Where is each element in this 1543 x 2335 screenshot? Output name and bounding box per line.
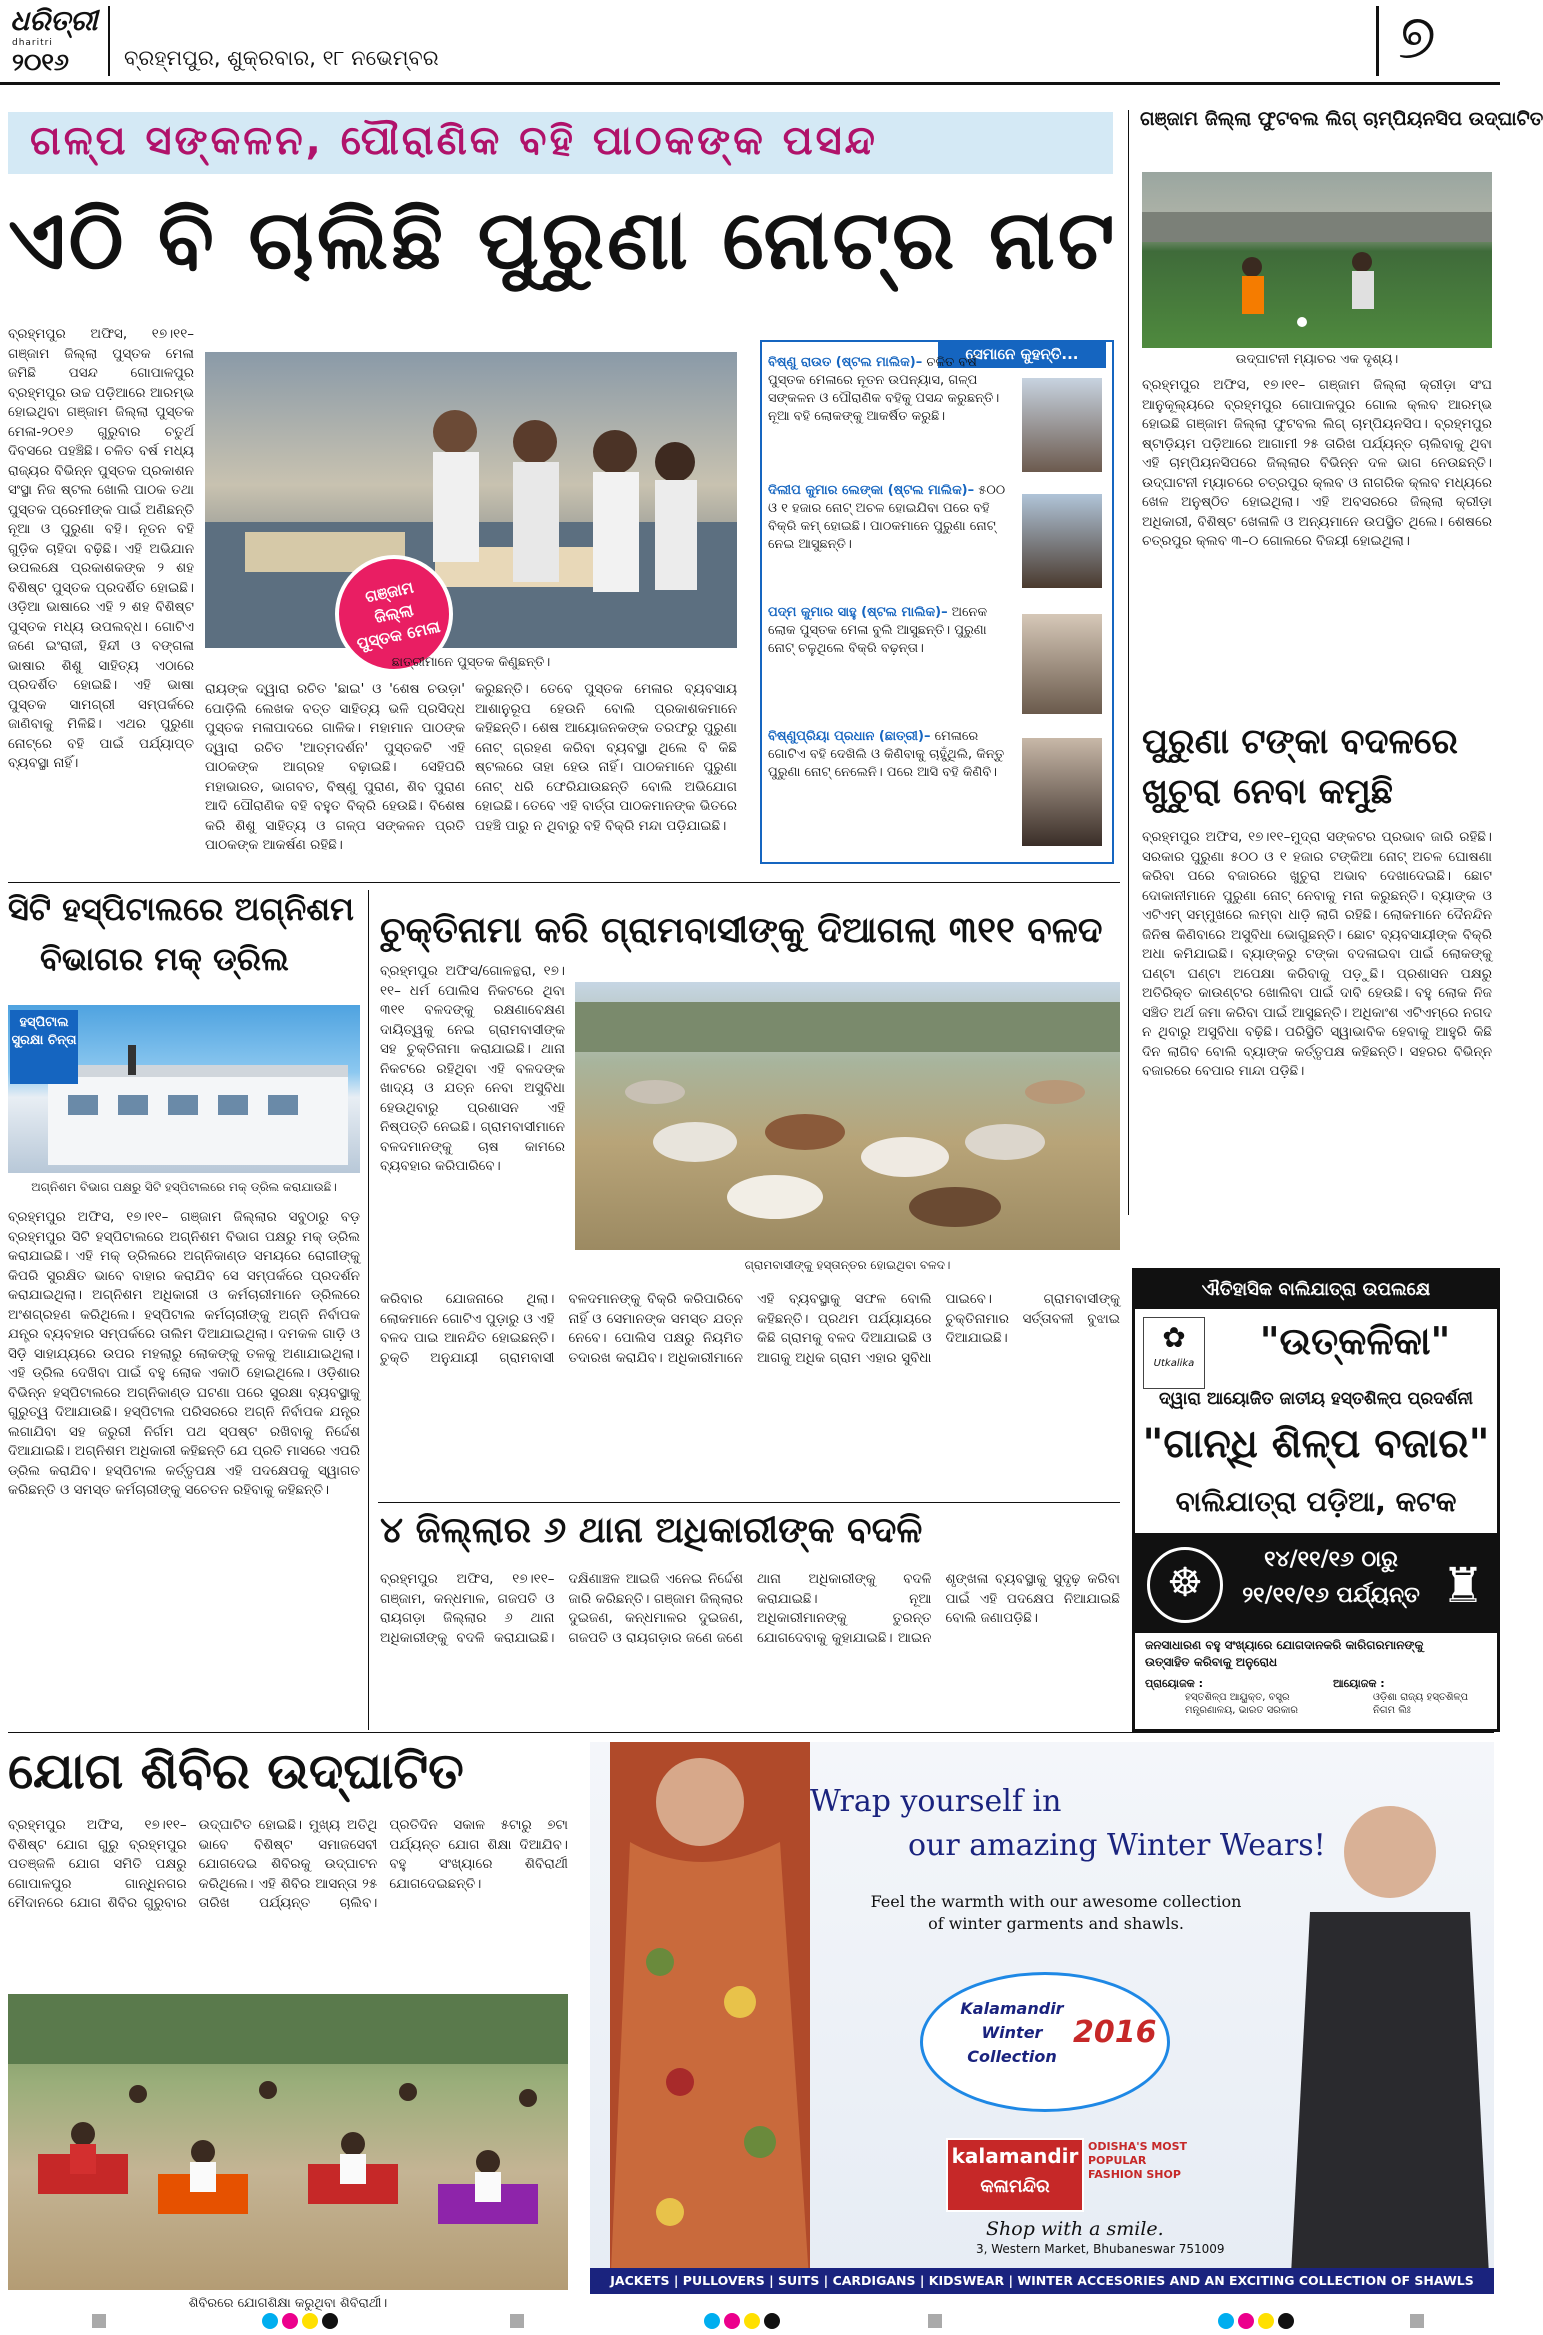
registration-dot-yellow <box>1258 2313 1274 2329</box>
firedrill-body: ବ୍ରହ୍ମପୁର ଅଫିସ, ୧୭।୧୧– ଗଞ୍ଜାମ ଜିଲ୍ଲାର ସବୁଠାରୁ ବଡ଼ ବ୍ରହ୍ମପୁର ସିଟି ହସ୍ପିଟାଲରେ ଅଗ୍ନିଶମ ବିଭାଗ ପକ୍ଷରୁ ମକ୍ ଡ୍ରିଲ କରାଯାଇଛି। ଏହି ମକ୍ ଡ୍ରିଲରେ ଅଗ୍ନିକାଣ୍ଡ ସମୟରେ ରୋଗୀଙ୍କୁ କିପରି ସୁରକ୍ଷିତ ଭାବେ ବାହାର କରାଯିବ ସେ ସମ୍ପର୍କରେ ପ୍ରଦର୍ଶନ କରାଯାଇଥିଲା। ଅଗ୍ନିଶମ ଅଧିକାରୀ ଓ କର୍ମଚାରୀମାନେ ଡ୍ରିଲରେ ଅଂଶଗ୍ରହଣ କରିଥିଲେ। ହସ୍ପିଟାଲ କର୍ମଚାରୀଙ୍କୁ ଅଗ୍ନି ନିର୍ବାପକ ଯନ୍ତ୍ର ବ୍ୟବହାର ସମ୍ପର୍କରେ ତାଲିମ ଦିଆଯାଇଥିଲା। ଦମକଳ ଗାଡ଼ି ଓ ସିଡ଼ି ସାହାଯ୍ୟରେ ଉପର ମହଲାରୁ ଲୋକଙ୍କୁ ତଳକୁ ଅଣାଯାଇଥିଲା। ଏହି ଡ୍ରିଲ ଦେଖିବା ପାଇଁ ବହୁ ଲୋକ ଏକାଠି ହୋଇଥିଲେ। ଓଡ଼ିଶାର ବିଭିନ୍ନ ହସ୍ପିଟାଲରେ ଅଗ୍ନିକାଣ୍ଡ ଘଟଣା ପରେ ସୁରକ୍ଷା ବ୍ୟବସ୍ଥାକୁ ଗୁରୁତ୍ୱ ଦିଆଯାଉଛି। ହସ୍ପିଟାଲ ପରିସରରେ ଅଗ୍ନି ନିର୍ବାପକ ଯନ୍ତ୍ର ଲଗାଯିବା ସହ ଜରୁରୀ ନିର୍ଗମ ପଥ ସ୍ପଷ୍ଟ ରଖିବାକୁ ନିର୍ଦ୍ଦେଶ ଦିଆଯାଇଛି। ଅଗ୍ନିଶମ ଅଧିକାରୀ କହିଛନ୍ତି ଯେ ପ୍ରତି ମାସରେ ଏପରି ଡ୍ରିଲ କରାଯିବ। ହସ୍ପିଟାଲ କର୍ତ୍ତୃପକ୍ଷ ଏହି ପଦକ୍ଷେପକୁ ସ୍ୱାଗତ କରିଛନ୍ତି ଓ ସମସ୍ତ କର୍ମଚାରୀଙ୍କୁ ସଚେତନ ରହିବାକୁ କହିଛନ୍ତି। <box>8 1209 360 1498</box>
vox-item <box>768 482 1016 592</box>
utkalika-venue: ବାଲିଯାତ୍ରା ପଡ଼ିଆ, କଟକ <box>1175 1485 1457 1518</box>
kalamandir-headline-1: Wrap yourself in <box>810 1784 1062 1819</box>
registration-dot-magenta <box>1238 2313 1254 2329</box>
utkalika-sponsor-label: ପ୍ରାୟୋଜକ : <box>1145 1677 1204 1690</box>
vox-name: ବିଷ୍ଣୁପ୍ରିୟା ପ୍ରଧାନ (ଛାତ୍ରୀ)– <box>768 729 931 744</box>
gray-block <box>510 2314 524 2328</box>
registration-dot-cyan <box>262 2313 278 2329</box>
cattle-photo <box>575 982 1120 1250</box>
kalamandir-logo-en: kalamandir <box>951 2144 1079 2168</box>
registration-dot-yellow <box>302 2313 318 2329</box>
hospital-badge-text: ହସ୍ପିଟାଲ ସୁରକ୍ଷା ଚିନ୍ତା <box>11 1015 77 1048</box>
kalamandir-sub-1: Feel the warmth with our awesome collection <box>870 1892 1242 1911</box>
coins-body: ବ୍ରହ୍ମପୁର ଅଫିସ, ୧୭।୧୧–ମୁଦ୍ରା ସଙ୍କଟର ପ୍ରଭାବ ଜାରି ରହିଛି। ସରକାର ପୁରୁଣା ୫୦୦ ଓ ୧ ହଜାର ଟଙ୍କିଆ ନୋଟ୍ ଅଚଳ ଘୋଷଣା କରିବା ପରେ ବଜାରରେ ଖୁଚୁରା ଅଭାବ ଦେଖାଦେଇଛି। ଛୋଟ ଦୋକାନୀମାନେ ପୁରୁଣା ନୋଟ୍ ନେବାକୁ ମନା କରୁଛନ୍ତି। ବ୍ୟାଙ୍କ ଓ ଏଟିଏମ୍ ସମ୍ମୁଖରେ ଲମ୍ବା ଧାଡ଼ି ଲାଗି ରହିଛି। ଲୋକମାନେ ଦୈନନ୍ଦିନ ଜିନିଷ କିଣିବାରେ ଅସୁବିଧା ଭୋଗୁଛନ୍ତି। ଛୋଟ ବ୍ୟବସାୟୀଙ୍କ ବିକ୍ରି ଅଧା କମିଯାଇଛି। ବ୍ୟାଙ୍କରୁ ଟଙ୍କା ବଦଳାଇବା ପାଇଁ ଲୋକଙ୍କୁ ଘଣ୍ଟା ଘଣ୍ଟା ଅପେକ୍ଷା କରିବାକୁ ପଡ଼ୁଛି। ପ୍ରଶାସନ ପକ୍ଷରୁ ଅତିରିକ୍ତ କାଉଣ୍ଟର ଖୋଲିବା ପାଇଁ ଦାବି ହେଉଛି। ବହୁ ଲୋକ ନିଜ ସଞ୍ଚିତ ଅର୍ଥ ଜମା କରିବା ପାଇଁ ଆସୁଛନ୍ତି। ଅଧିକାଂଶ ଏଟିଏମ୍‌ରେ ନଗଦ ନ ଥିବାରୁ ଅସୁବିଧା ବଢ଼ିଛି। ପରିସ୍ଥିତି ସ୍ୱାଭାବିକ ହେବାକୁ ଆହୁରି କିଛି ଦିନ ଲାଗିବ ବୋଲି ବ୍ୟାଙ୍କ କର୍ତ୍ତୃପକ୍ଷ କହିଛନ୍ତି। ସହରର ବିଭିନ୍ନ ବଜାରରେ ବେପାର ମାନ୍ଦା ପଡ଼ିଛି। <box>1142 829 1492 1079</box>
vox-avatar <box>1022 614 1102 714</box>
registration-dot-magenta <box>724 2313 740 2329</box>
kalamandir-logo-odia: କଳାମନ୍ଦିର <box>980 2176 1050 2197</box>
registration-dot-black <box>1278 2313 1294 2329</box>
utkalika-event: "ଗାନ୍ଧି ଶିଳ୍ପ ବଜାର" <box>1142 1421 1490 1467</box>
firedrill-headline-1: ସିଟି ହସ୍ପିଟାଲରେ ଅଗ୍ନିଶମ <box>8 890 354 928</box>
vox-text: ୫୦୦ ଓ ୧ ହଜାର ନୋଟ୍ ଅଚଳ ହୋଇଯିବା ପରେ ବହି ବିକ୍ରି କମ୍ ହୋଇଛି। ପାଠକମାନେ ପୁରୁଣା ନୋଟ୍ ନେଇ ଆସୁଛନ୍ତି। <box>768 483 1006 552</box>
utkalika-logo <box>1143 1317 1205 1389</box>
utkalika-organised: ଦ୍ୱାରା ଆୟୋଜିତ ଜାତୀୟ ହସ୍ତଶିଳ୍ପ ପ୍ରଦର୍ଶନୀ <box>1159 1389 1473 1409</box>
lead-bottom-rule <box>8 882 1120 883</box>
badge-year: 2016 <box>1073 2015 1157 2050</box>
vox-item <box>768 728 1016 854</box>
kalamandir-slogan: Shop with a smile. <box>986 2218 1164 2240</box>
cattle-caption: ଗ୍ରାମବାସୀଙ୍କୁ ହସ୍ତାନ୍ତର ହୋଇଥିବା ବଳଦ। <box>744 1258 951 1272</box>
football-photo <box>1142 172 1492 348</box>
utkalika-date1: ୧୪/୧୧/୧୬ ଠାରୁ <box>1264 1547 1398 1572</box>
masthead-page-divider <box>1376 6 1379 76</box>
cattle-body-left: ବ୍ରହ୍ମପୁର ଅଫିସ/ଗୋଳନ୍ଥରା, ୧୭।୧୧– ଧର୍ମ ପୋଲିସ ନିକଟରେ ଥିବା ୩୧୧ ବଳଦଙ୍କୁ ରକ୍ଷଣାବେକ୍ଷଣ ଦାୟିତ୍ୱକୁ ନେଇ ଗ୍ରାମବାସୀଙ୍କ ସହ ଚୁକ୍ତିନାମା କରାଯାଇଛି। ଥାନା ନିକଟରେ ରହିଥିବା ଏହି ବଳଦଙ୍କ ଖାଦ୍ୟ ଓ ଯତ୍ନ ନେବା ଅସୁବିଧା ହେଉଥିବାରୁ ପ୍ରଶାସନ ଏହି ନିଷ୍ପତ୍ତି ନେଇଛି। ଗ୍ରାମବାସୀମାନେ ବଳଦମାନଙ୍କୁ ଚାଷ କାମରେ ବ୍ୟବହାର କରିପାରିବେ। <box>380 963 565 1174</box>
vox-name: ପଦ୍ମ କୁମାର ସାହୁ (ଷ୍ଟଲ ମାଲିକ)– <box>768 605 948 620</box>
transfer-headline: ୪ ଜିଲ୍ଲାର ୬ ଥାନା ଅଧିକାରୀଙ୍କ ବଦଳି <box>380 1510 923 1551</box>
masthead-divider <box>108 6 110 76</box>
gray-block <box>1410 2314 1424 2328</box>
registration-dot-magenta <box>282 2313 298 2329</box>
masthead-year: ୨୦୧୬ <box>12 48 69 76</box>
winter-collection-badge <box>920 1972 1170 2112</box>
firedrill-caption: ଅଗ୍ନିଶମ ବିଭାଗ ପକ୍ଷରୁ ସିଟି ହସ୍ପିଟାଲରେ ମକ୍ ଡ୍ରିଲ କରାଯାଉଛି। <box>31 1180 337 1194</box>
utkalika-dancer-icon: ♜ <box>1441 1558 1485 1614</box>
utkalika-ad <box>1132 1268 1500 1732</box>
utkalika-logo-text: Utkalika <box>1153 1358 1195 1369</box>
bookfair-badge-text: ଗଞ୍ଜାମ ଜିଲ୍ଲା ପୁସ୍ତକ ମେଳା <box>355 577 442 654</box>
lead-col1: ବ୍ରହ୍ମପୁର ଅଫିସ, ୧୭।୧୧– ଗଞ୍ଜାମ ଜିଲ୍ଲା ପୁସ୍ତକ ମେଳା ଜମିଛି ପସନ୍ଦ ଗୋପାଳପୁର ବ୍ରହ୍ମପୁର ଉଚ୍ଚ ପଡ଼ିଆରେ ଆରମ୍ଭ ହୋଇଥିବା ଗଞ୍ଜାମ ଜିଲ୍ଲା ପୁସ୍ତକ ମେଳା-୨୦୧୬ ଗୁରୁବାର ଚତୁର୍ଥ ଦିବସରେ ପହଞ୍ଚିଛି। ଚଳିତ ବର୍ଷ ମଧ୍ୟ ରାଜ୍ୟର ବିଭିନ୍ନ ପୁସ୍ତକ ପ୍ରକାଶନ ସଂସ୍ଥା ନିଜ ଷ୍ଟଲ ଖୋଲି ପାଠକ ତଥା ପୁସ୍ତକ ପ୍ରେମୀଙ୍କ ପାଇଁ ଅଣିଛନ୍ତି ନୂଆ ଓ ପୁରୁଣା ବହି। ନୂତନ ବହି ଗୁଡ଼ିକ ଚାହିଦା ବଢ଼ିଛି। ଏହି ଅଭିଯାନ ଉପଲକ୍ଷେ ପ୍ରକାଶକଙ୍କ ୨ ଶହ ବିଶିଷ୍ଟ ପୁସ୍ତକ ପ୍ରଦର୍ଶିତ ହୋଇଛି। ଓଡ଼ିଆ ଭାଷାରେ ଏହି ୨ ଶହ ବିଶିଷ୍ଟ ପୁସ୍ତକ ମଧ୍ୟ ଉପଲବ୍ଧ। ଗୋଟିଏ ଜଣେ ଇଂରାଜୀ, ହିନ୍ଦୀ ଓ ବଙ୍ଗଳା ଭାଷାର ଶିଶୁ ସାହିତ୍ୟ ଏଠାରେ ପ୍ରଦର୍ଶିତ ହୋଇଛି। ଏହି ଭାଷା ପୁସ୍ତକ ସାମଗ୍ରୀ ସମ୍ପର୍କରେ ଜାଣିବାକୁ ମିଳିଛି। ଏଥର ପୁରୁଣା ନୋଟ୍‌ରେ ବହି ପାଇଁ ପର୍ଯ୍ୟାପ୍ତ ବ୍ୟବସ୍ଥା ନାହିଁ। <box>8 326 194 771</box>
kalamandir-footer: JACKETS | PULLOVERS | SUITS | CARDIGANS | KIDSWEAR | WINTER ACCESORIES AND AN EXCITING COLLECTION OF SHAWLS <box>590 2268 1494 2294</box>
bookfair-caption: ଛାତ୍ରୀମାନେ ପୁସ୍ତକ କିଣୁଛନ୍ତି। <box>391 655 551 670</box>
vox-name: ବିଷ୍ଣୁ ରାଉତ (ଷ୍ଟଲ ମାଲିକ)– <box>768 355 923 370</box>
registration-dot-black <box>322 2313 338 2329</box>
cattle-photo-art <box>575 982 1120 1250</box>
registration-dot-yellow <box>744 2313 760 2329</box>
vox-avatar <box>1022 494 1102 588</box>
vox-text: ମେଳାରେ ଗୋଟିଏ ବହି ଦେଖିଲି ଓ କିଣିବାକୁ ଚାହୁଁଥିଲି, କିନ୍ତୁ ପୁରୁଣା ନୋଟ୍ ନେଲେନି। ପରେ ଆସି ବହି କିଣିବି। <box>768 729 1005 780</box>
vox-avatar <box>1022 378 1102 472</box>
firedrill-rule <box>368 890 369 1730</box>
yoga-body: ବ୍ରହ୍ମପୁର ଅଫିସ, ୧୭।୧୧– ବିଶିଷ୍ଟ ଯୋଗ ଗୁରୁ ବ୍ରହ୍ମପୁର ପତଞ୍ଜଳି ଯୋଗ ସମିତି ପକ୍ଷରୁ ଗୋପାଳପୁର ଗାନ୍ଧିନଗର ମୈଦାନରେ ଯୋଗ ଶିବିର ଗୁରୁବାର ଉଦ୍‌ଘାଟିତ ହୋଇଛି। ମୁଖ୍ୟ ଅତିଥି ଭାବେ ବିଶିଷ୍ଟ ସମାଜସେବୀ ଯୋଗଦେଇ ଶିବିରକୁ ଉଦ୍‌ଘାଟନ କରିଥିଲେ। ଏହି ଶିବିର ଆସନ୍ତା ୨୫ ତାରିଖ ପର୍ଯ୍ୟନ୍ତ ଚାଲିବ। ପ୍ରତିଦିନ ସକାଳ ୫ଟାରୁ ୭ଟା ପର୍ଯ୍ୟନ୍ତ ଯୋଗ ଶିକ୍ଷା ଦିଆଯିବ। ବହୁ ସଂଖ୍ୟାରେ ଶିବିରାର୍ଥୀ ଯୋଗଦେଇଛନ୍ତି। <box>8 1817 568 1911</box>
coins-headline-2: ଖୁଚୁରା ନେବା କମୁଛି <box>1142 772 1393 812</box>
transfer-body: ବ୍ରହ୍ମପୁର ଅଫିସ, ୧୭।୧୧–ଗଞ୍ଜାମ, କନ୍ଧମାଳ, ଗଜପତି ଓ ରାୟଗଡ଼ା ଜିଲ୍ଲାର ୬ ଥାନା ଅଧିକାରୀଙ୍କୁ ବଦଳି କରାଯାଇଛି। ଦକ୍ଷିଣାଞ୍ଚଳ ଆଇଜି ଏନେଇ ନିର୍ଦ୍ଦେଶ ଜାରି କରିଛନ୍ତି। ଗଞ୍ଜାମ ଜିଲ୍ଲାର ଦୁଇଜଣ, କନ୍ଧମାଳର ଦୁଇଜଣ, ଗଜପତି ଓ ରାୟଗଡ଼ାର ଜଣେ ଜଣେ ଥାନା ଅଧିକାରୀଙ୍କୁ ବଦଳି କରାଯାଇଛି। ନୂଆ ଅଧିକାରୀମାନଙ୍କୁ ତୁରନ୍ତ ଯୋଗଦେବାକୁ କୁହାଯାଇଛି। ଆଇନ ଶୃଙ୍ଖଳା ବ୍ୟବସ୍ଥାକୁ ସୁଦୃଢ଼ କରିବା ପାଇଁ ଏହି ପଦକ୍ଷେପ ନିଆଯାଇଛି ବୋଲି ଜଣାପଡ଼ିଛି। <box>380 1571 1120 1646</box>
cattle-bottom-rule <box>378 1502 1120 1503</box>
badge-line2: Winter <box>981 2023 1043 2042</box>
gray-block <box>928 2314 942 2328</box>
bookfair-photo <box>205 352 737 648</box>
utkalika-sponsor: ହସ୍ତଶିଳ୍ପ ଆୟୁକ୍ତ, ବସ୍ତ୍ର ମନ୍ତ୍ରଣାଳୟ, ଭାରତ ସରକାର <box>1185 1692 1299 1716</box>
yoga-headline: ଯୋଗ ଶିବିର ଉଦ୍‌ଘାଟିତ <box>8 1742 464 1800</box>
utkalika-logo-mark: ✿ <box>1162 1321 1186 1354</box>
cattle-body-bottom: କରିବାର ଯୋଜନାରେ ଥିଲା। ଲୋକମାନେ ଗୋଟିଏ ପୁଡ଼ାରୁ ଓ ଏହି ବଳଦ ପାଇ ଆନନ୍ଦିତ ହୋଇଛନ୍ତି। ଚୁକ୍ତି ଅନୁଯାୟୀ ଗ୍ରାମବାସୀ ବଳଦମାନଙ୍କୁ ବିକ୍ରି କରିପାରିବେ ନାହିଁ ଓ ସେମାନଙ୍କ ସମସ୍ତ ଯତ୍ନ ନେବେ। ପୋଲିସ ପକ୍ଷରୁ ନିୟମିତ ତଦାରଖ କରାଯିବ। ଅଧିକାରୀମାନେ ଏହି ବ୍ୟବସ୍ଥାକୁ ସଫଳ ବୋଲି କହିଛନ୍ତି। ପ୍ରଥମ ପର୍ଯ୍ୟାୟରେ କିଛି ଗ୍ରାମକୁ ବଳଦ ଦିଆଯାଇଛି ଓ ଆଗକୁ ଅଧିକ ଗ୍ରାମ ଏହାର ସୁବିଧା ପାଇବେ। ଗ୍ରାମବାସୀଙ୍କୁ ଚୁକ୍ତିନାମାର ସର୍ତ୍ତାବଳୀ ବୁଝାଇ ଦିଆଯାଇଛି। <box>380 1291 1120 1366</box>
badge-line1: Kalamandir <box>960 1999 1064 2018</box>
utkalika-organiser: ଓଡ଼ିଶା ରାଜ୍ୟ ହସ୍ତଶିଳ୍ପ ନିଗମ ଲିଃ <box>1373 1692 1469 1716</box>
firedrill-headline-2: ବିଭାଗର ମକ୍ ଡ୍ରିଲ <box>40 940 289 978</box>
registration-dot-cyan <box>704 2313 720 2329</box>
vox-title: ସେମାନେ କୁହନ୍ତି... <box>938 340 1106 368</box>
lead-headline: ଏଠି ବି ଚାଲିଛି ପୁରୁଣା ନୋଟ୍‌ର ନାଟ <box>8 193 1118 288</box>
vox-box <box>760 340 1114 864</box>
bookfair-photo-art <box>205 352 737 648</box>
registration-dot-black <box>764 2313 780 2329</box>
kalamandir-sub-2: of winter garments and shawls. <box>928 1914 1184 1933</box>
vox-avatar <box>1022 738 1102 846</box>
football-photo-art <box>1142 172 1492 348</box>
utkalika-organiser-label: ଆୟୋଜକ : <box>1333 1677 1385 1690</box>
football-headline: ଗଞ୍ଜାମ ଜିଲ୍ଲା ଫୁଟବଲ ଲିଗ୍ ଚାମ୍ପିୟନସିପ ଉଦ୍‌ଘାଟିତ <box>1140 108 1543 130</box>
utkalika-date2: ୨୧/୧୧/୧୬ ପର୍ଯ୍ୟନ୍ତ <box>1242 1583 1420 1608</box>
football-caption: ଉଦ୍‌ଘାଟନୀ ମ୍ୟାଚର ଏକ ଦୃଶ୍ୟ। <box>1235 352 1399 367</box>
gray-block <box>92 2314 106 2328</box>
column-rule <box>1128 110 1129 1215</box>
lead-kicker: ଗଳ୍ପ ସଙ୍କଳନ, ପୌରାଣିକ ବହି ପାଠକଙ୍କ ପସନ୍ଦ <box>30 118 878 164</box>
mid-page-rule <box>8 1732 1494 1733</box>
masthead <box>0 0 1500 82</box>
kalamandir-tag: ODISHA'S MOST POPULAR FASHION SHOP <box>1088 2140 1188 2181</box>
kalamandir-logo-box <box>946 2138 1084 2212</box>
badge-line3: Collection <box>967 2047 1057 2066</box>
kalamandir-ad <box>590 1742 1494 2294</box>
cattle-headline: ଚୁକ୍ତିନାମା କରି ଗ୍ରାମବାସୀଙ୍କୁ ଦିଆଗଲା ୩୧୧ ବଳଦ <box>380 910 1103 951</box>
lead-col3: କରୁଛନ୍ତି। ତେବେ ପୁସ୍ତକ ମେଳାର ବ୍ୟବସାୟ ଆଶାନୁରୂପ ହେଉନି ବୋଲି ପ୍ରକାଶକମାନେ କହିଛନ୍ତି। ଶେଷ ଆୟୋଜନକଙ୍କ ତରଫରୁ ପୁରୁଣା ନୋଟ୍ ଗ୍ରହଣ କରିବା ବ୍ୟବସ୍ଥା ଥିଲେ ବି କିଛି ଷ୍ଟଲରେ ତାହା ହେଉ ନାହିଁ। ପାଠକମାନେ ପୁରୁଣା ନୋଟ୍ ଧରି ଫେରିଯାଉଛନ୍ତି ବୋଲି ଅଭିଯୋଗ ହୋଇଛି। ତେବେ ଏହି ବାର୍ତ୍ତା ପାଠକମାନଙ୍କ ଭିତରେ ପହଞ୍ଚି ପାରୁ ନ ଥିବାରୁ ବହି ବିକ୍ରି ମନ୍ଦା ପଡ଼ିଯାଇଛି। <box>475 681 737 834</box>
football-body: ବ୍ରହ୍ମପୁର ଅଫିସ, ୧୭।୧୧– ଗଞ୍ଜାମ ଜିଲ୍ଲା କ୍ରୀଡ଼ା ସଂଘ ଆନୁକୂଲ୍ୟରେ ବ୍ରହ୍ମପୁର ଗୋପାଳପୁର ଗୋଲ କ୍ଲବ ଆରମ୍ଭ ହୋଇଛି ଗଞ୍ଜାମ ଜିଲ୍ଲା ଫୁଟବଲ ଲିଗ୍ ଚାମ୍ପିୟନସିପ। ବ୍ରହ୍ମପୁର ଷ୍ଟାଡ଼ିୟମ ପଡ଼ିଆରେ ଆଗାମୀ ୨୫ ତାରିଖ ପର୍ଯ୍ୟନ୍ତ ଚାଲିବାକୁ ଥିବା ଏହି ଚାମ୍ପିୟନସିପରେ ଜିଲ୍ଲାର ବିଭିନ୍ନ ଦଳ ଭାଗ ନେଉଛନ୍ତି। ଉଦ୍‌ଘାଟନୀ ମ୍ୟାଚରେ ଚତ୍ରପୁର କ୍ଲବ ଓ ନାଗରିକ କ୍ଲବ ମଧ୍ୟରେ ଖେଳ ଅନୁଷ୍ଠିତ ହୋଇଥିଲା। ଏହି ଅବସରରେ ଜିଲ୍ଲା କ୍ରୀଡ଼ା ଅଧିକାରୀ, ବିଶିଷ୍ଟ ଖେଳାଳି ଓ ଅନ୍ୟମାନେ ଉପସ୍ଥିତ ଥିଲେ। ଶେଷରେ ଚତ୍ରପୁର କ୍ଲବ ୩–୦ ଗୋଲରେ ବିଜୟୀ ହୋଇଥିଲା। <box>1142 377 1492 549</box>
registration-dot-cyan <box>1218 2313 1234 2329</box>
utkalika-note: ଜନସାଧାରଣ ବହୁ ସଂଖ୍ୟାରେ ଯୋଗଦାନକରି କାରିଗରମାନଙ୍କୁ ଉତ୍ସାହିତ କରିବାକୁ ଅନୁରୋଧ <box>1145 1638 1424 1669</box>
utkalika-brand: "ଉତ୍କଳିକା" <box>1259 1319 1451 1363</box>
vox-text: ଚଳିତ ବର୍ଷ ପୁସ୍ତକ ମେଳାରେ ନୂତନ ଉପନ୍ୟାସ, ଗଳ୍ପ ସଙ୍କଳନ ଓ ପୌରାଣିକ ବହିକୁ ପସନ୍ଦ କରୁଛନ୍ତି। ନୂଆ ବହି ଲୋକଙ୍କୁ ଆକର୍ଷିତ କରୁଛି। <box>768 355 1000 424</box>
yoga-photo <box>8 1994 568 2290</box>
print-marks <box>0 2310 1500 2335</box>
yoga-photo-art <box>8 1994 568 2290</box>
kalamandir-address: 3, Western Market, Bhubaneswar 751009 <box>976 2242 1225 2256</box>
kalamandir-headline-2: our amazing Winter Wears! <box>908 1828 1326 1863</box>
masthead-logo-sub: dharitri <box>12 38 53 48</box>
utkalika-top-bar: ଐତିହାସିକ ବାଲିଯାତ୍ରା ଉପଲକ୍ଷେ <box>1135 1271 1497 1309</box>
hospital-badge <box>10 1010 78 1084</box>
vox-text: ଅନେକ ଲୋକ ପୁସ୍ତକ ମେଳା ବୁଲି ଆସୁଛନ୍ତି। ପୁରୁଣା ନୋଟ୍ ଚଳୁଥିଲେ ବିକ୍ରି ବଢ଼ନ୍ତା। <box>768 605 988 656</box>
yoga-caption: ଶିବିରରେ ଯୋଗଶିକ୍ଷା କରୁଥିବା ଶିବିରାର୍ଥୀ। <box>188 2296 388 2311</box>
utkalika-chakra-icon: ☸ <box>1147 1547 1223 1623</box>
masthead-rule <box>0 82 1500 85</box>
masthead-logo: ଧରିତ୍ରୀ <box>10 4 98 37</box>
lead-col2: ରାୟଙ୍କ ଦ୍ୱାରା ରଚିତ 'ଛାଇ' ଓ 'ଶେଷ ଚଉଡ଼ା' ପୋଡ଼ିଲି ଲେଖକ ବତ୍ତ ସାହିତ୍ୟ ଭଳି ପ୍ରସିଦ୍ଧ ପୁସ୍ତକ ମଳାପାଦରେ ଗାଳିକ। ମହାମାନ ପାଠଙ୍କ ଦ୍ୱାରା ରଚିତ 'ଆତ୍ମଦର୍ଶନ' ପୁସ୍ତକଟି ଏହି ପାଠକଙ୍କ ଆଗ୍ରହ ବଢ଼ାଇଛି। ସେହିପରି ମହାଭାରତ, ଭାଗବତ, ବିଷ୍ଣୁ ପୁରାଣ, ଶିବ ପୁରାଣ ଆଦି ପୌରାଣିକ ବହି ବହୁତ ବିକ୍ରି ହେଉଛି। ବିଶେଷ କରି ଶିଶୁ ସାହିତ୍ୟ ଓ ଗଳ୍ପ ସଙ୍କଳନ ପ୍ରତି ପାଠକଙ୍କ ଆକର୍ଷଣ ରହିଛି। <box>205 681 465 853</box>
vox-item <box>768 604 1016 714</box>
masthead-dateline: ବ୍ରହ୍ମପୁର, ଶୁକ୍ରବାର, ୧୮ ନଭେମ୍ବର <box>124 46 439 70</box>
coins-headline-1: ପୁରୁଣା ଟଙ୍କା ବଦଳରେ <box>1142 722 1458 762</box>
page-number: ୭ <box>1398 0 1436 73</box>
vox-item <box>768 354 1016 464</box>
vox-name: ଦିଲୀପ କୁମାର ଲେଙ୍କା (ଷ୍ଟଲ ମାଲିକ)– <box>768 483 975 498</box>
